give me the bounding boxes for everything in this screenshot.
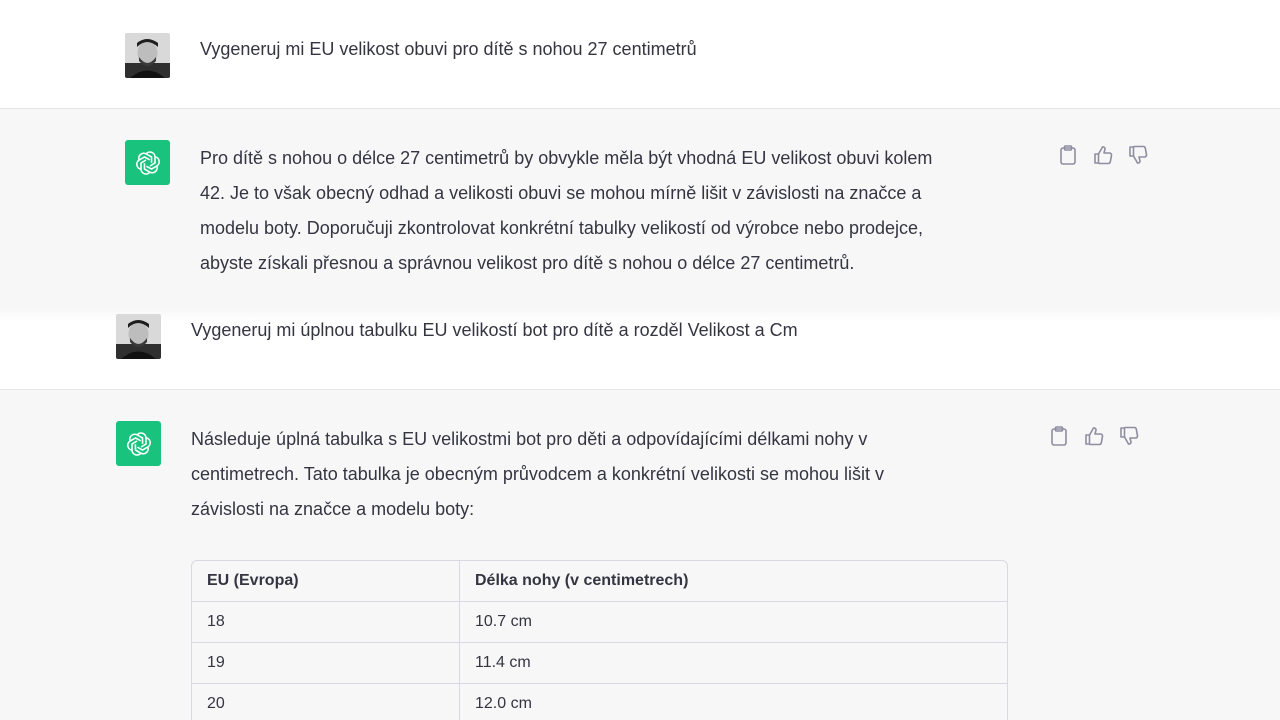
dislike-button[interactable] [1126, 143, 1149, 166]
user-message-2 [0, 308, 1280, 389]
table-header-row [192, 561, 1007, 602]
thumbs-up-icon [1093, 145, 1113, 165]
copy-button[interactable] [1056, 143, 1079, 166]
cell-eu-size: 19 [192, 643, 460, 684]
thumbs-up-icon [1084, 426, 1104, 446]
assistant-message-text [191, 422, 884, 527]
text-line: 42. Je to však obecný odhad a velikosti obuvi se mohou mírně lišit v závislosti na značce a [200, 183, 922, 203]
column-header-length: Délka nohy (v centimetrech) [460, 561, 1008, 602]
message-actions [1056, 143, 1149, 166]
text-line: Následuje úplná tabulka s EU velikostmi bot pro děti a odpovídajícími délkami nohy v [191, 429, 868, 449]
clipboard-icon [1059, 145, 1077, 165]
dislike-button[interactable] [1117, 424, 1140, 447]
cell-foot-length: 10.7 cm [460, 602, 1008, 643]
like-button[interactable] [1091, 143, 1114, 166]
table-row [192, 643, 1007, 684]
column-header-eu: EU (Evropa) [192, 561, 460, 602]
thumbs-down-icon [1119, 426, 1139, 446]
user-avatar [116, 314, 161, 359]
user-message-text: Vygeneruj mi EU velikost obuvi pro dítě s nohou 27 centimetrů [200, 39, 697, 59]
message-actions [1047, 424, 1140, 447]
text-line: závislosti na značce a modelu boty: [191, 499, 475, 519]
cell-eu-size: 20 [192, 684, 460, 720]
clipboard-icon [1050, 426, 1068, 446]
text-line: modelu boty. Doporučuji zkontrolovat konkrétní tabulky velikostí od výrobce nebo prodejce, [200, 218, 924, 238]
openai-logo-icon [125, 140, 170, 185]
user-message-text: Vygeneruj mi úplnou tabulku EU velikostí bot pro dítě a rozděl Velikost a Cm [191, 320, 798, 340]
assistant-message-1 [0, 108, 1280, 309]
user-avatar [125, 33, 170, 78]
table-row [192, 602, 1007, 643]
cell-foot-length: 11.4 cm [460, 643, 1008, 684]
openai-logo-icon [116, 421, 161, 466]
shoe-size-table [191, 560, 1008, 720]
assistant-message-text [200, 141, 932, 281]
cell-eu-size: 18 [192, 602, 460, 643]
table-row [192, 684, 1007, 720]
text-line: Pro dítě s nohou o délce 27 centimetrů by obvykle měla být vhodná EU velikost obuvi kolem [200, 148, 933, 168]
thumbs-down-icon [1128, 145, 1148, 165]
copy-button[interactable] [1047, 424, 1070, 447]
text-line: abyste získali přesnou a správnou velikost pro dítě s nohou o délce 27 centimetrů. [200, 253, 855, 273]
cell-foot-length: 12.0 cm [460, 684, 1008, 720]
like-button[interactable] [1082, 424, 1105, 447]
user-message-1 [0, 0, 1280, 108]
text-line: centimetrech. Tato tabulka je obecným průvodcem a konkrétní velikosti se mohou lišit v [191, 464, 884, 484]
